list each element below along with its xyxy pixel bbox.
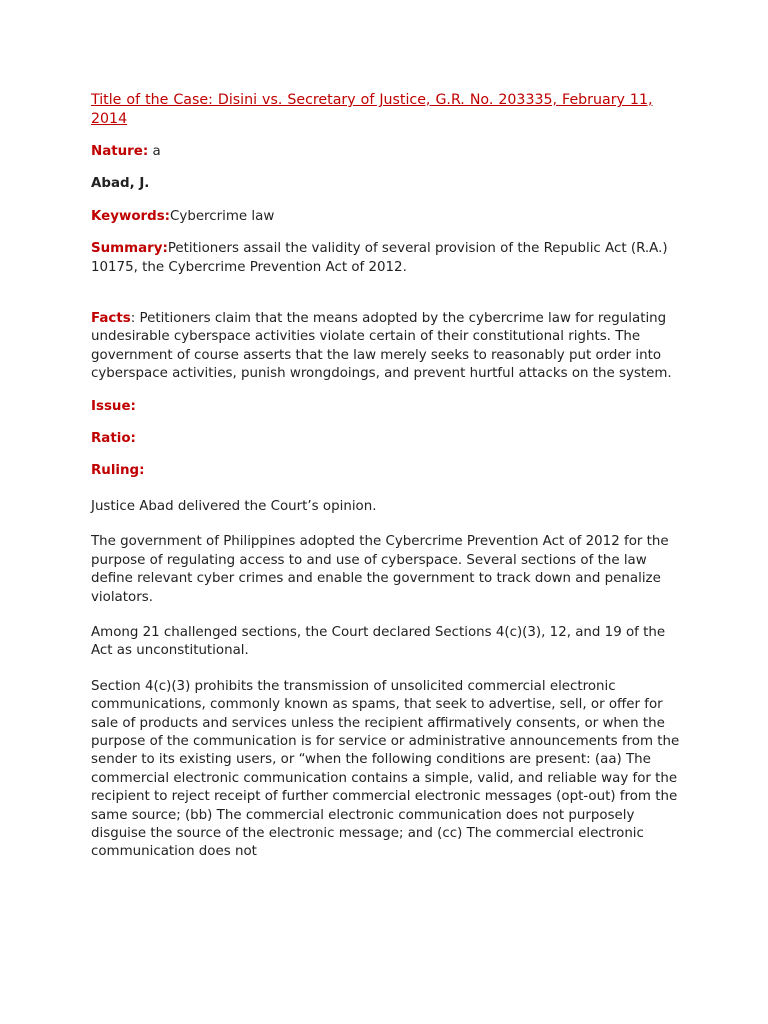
keywords-label: Keywords:: [91, 208, 171, 224]
document-page: [91, 91, 683, 879]
body-paragraph: Among 21 challenged sections, the Court declared Sections 4(c)(3), 12, and 19 of the Act as unconstitutional.: [91, 624, 666, 659]
issue-heading: Issue:: [91, 398, 136, 414]
body-paragraph: Section 4(c)(3) prohibits the transmission of unsolicited commercial electronic communications, commonly known as spams, that seek to advertise, sell, or offer for sale of products and services unless the recipient affirmatively consents, or when the purpose of the communication is for service or administrative announcements from the sender to its existing users, or “when the following conditions are present: (aa) The commercial electronic communication contains a simple, valid, and reliable way for the recipient to reject receipt of further commercial electronic messages (opt-out) from the same source; (bb) The commercial electronic communication does not purposely disguise the source of the electronic message; and (cc) The commercial electronic communication does not: [91, 678, 680, 860]
nature-line: [91, 143, 683, 161]
facts-value: : Petitioners claim that the means adopted by the cybercrime law for regulating undesirable cyberspace activities violate certain of their constitutional rights. The government of course asserts that the law merely seeks to reasonably put order into cyberspace activities, punish wrongdoings, and prevent hurtful attacks on the system.: [91, 311, 672, 382]
keywords-value: Cybercrime law: [170, 208, 275, 224]
ratio-heading: Ratio:: [91, 431, 136, 447]
summary-paragraph: [91, 240, 683, 277]
summary-value: Petitioners assail the validity of several provision of the Republic Act (R.A.) 10175, the Cybercrime Prevention Act of 2012.: [91, 241, 668, 275]
ruling-heading: Ruling:: [91, 463, 145, 479]
facts-label: Facts: [91, 311, 131, 327]
summary-label: Summary:: [91, 241, 168, 257]
case-title: Title of the Case: Disini vs. Secretary of Justice, G.R. No. 203335, February 11, 2014: [91, 92, 653, 127]
body-paragraph: Justice Abad delivered the Court’s opinion.: [91, 498, 377, 514]
facts-paragraph: [91, 310, 683, 384]
judge-line: Abad, J.: [91, 176, 150, 192]
nature-label: Nature:: [91, 144, 149, 159]
nature-value: a: [148, 144, 161, 159]
keywords-line: [91, 208, 683, 226]
body-paragraph: The government of Philippines adopted the Cybercrime Prevention Act of 2012 for the purpose of regulating access to and use of cyberspace. Several sections of the law define relevant cyber crimes and enable the government to track down and penalize violators.: [91, 534, 669, 605]
